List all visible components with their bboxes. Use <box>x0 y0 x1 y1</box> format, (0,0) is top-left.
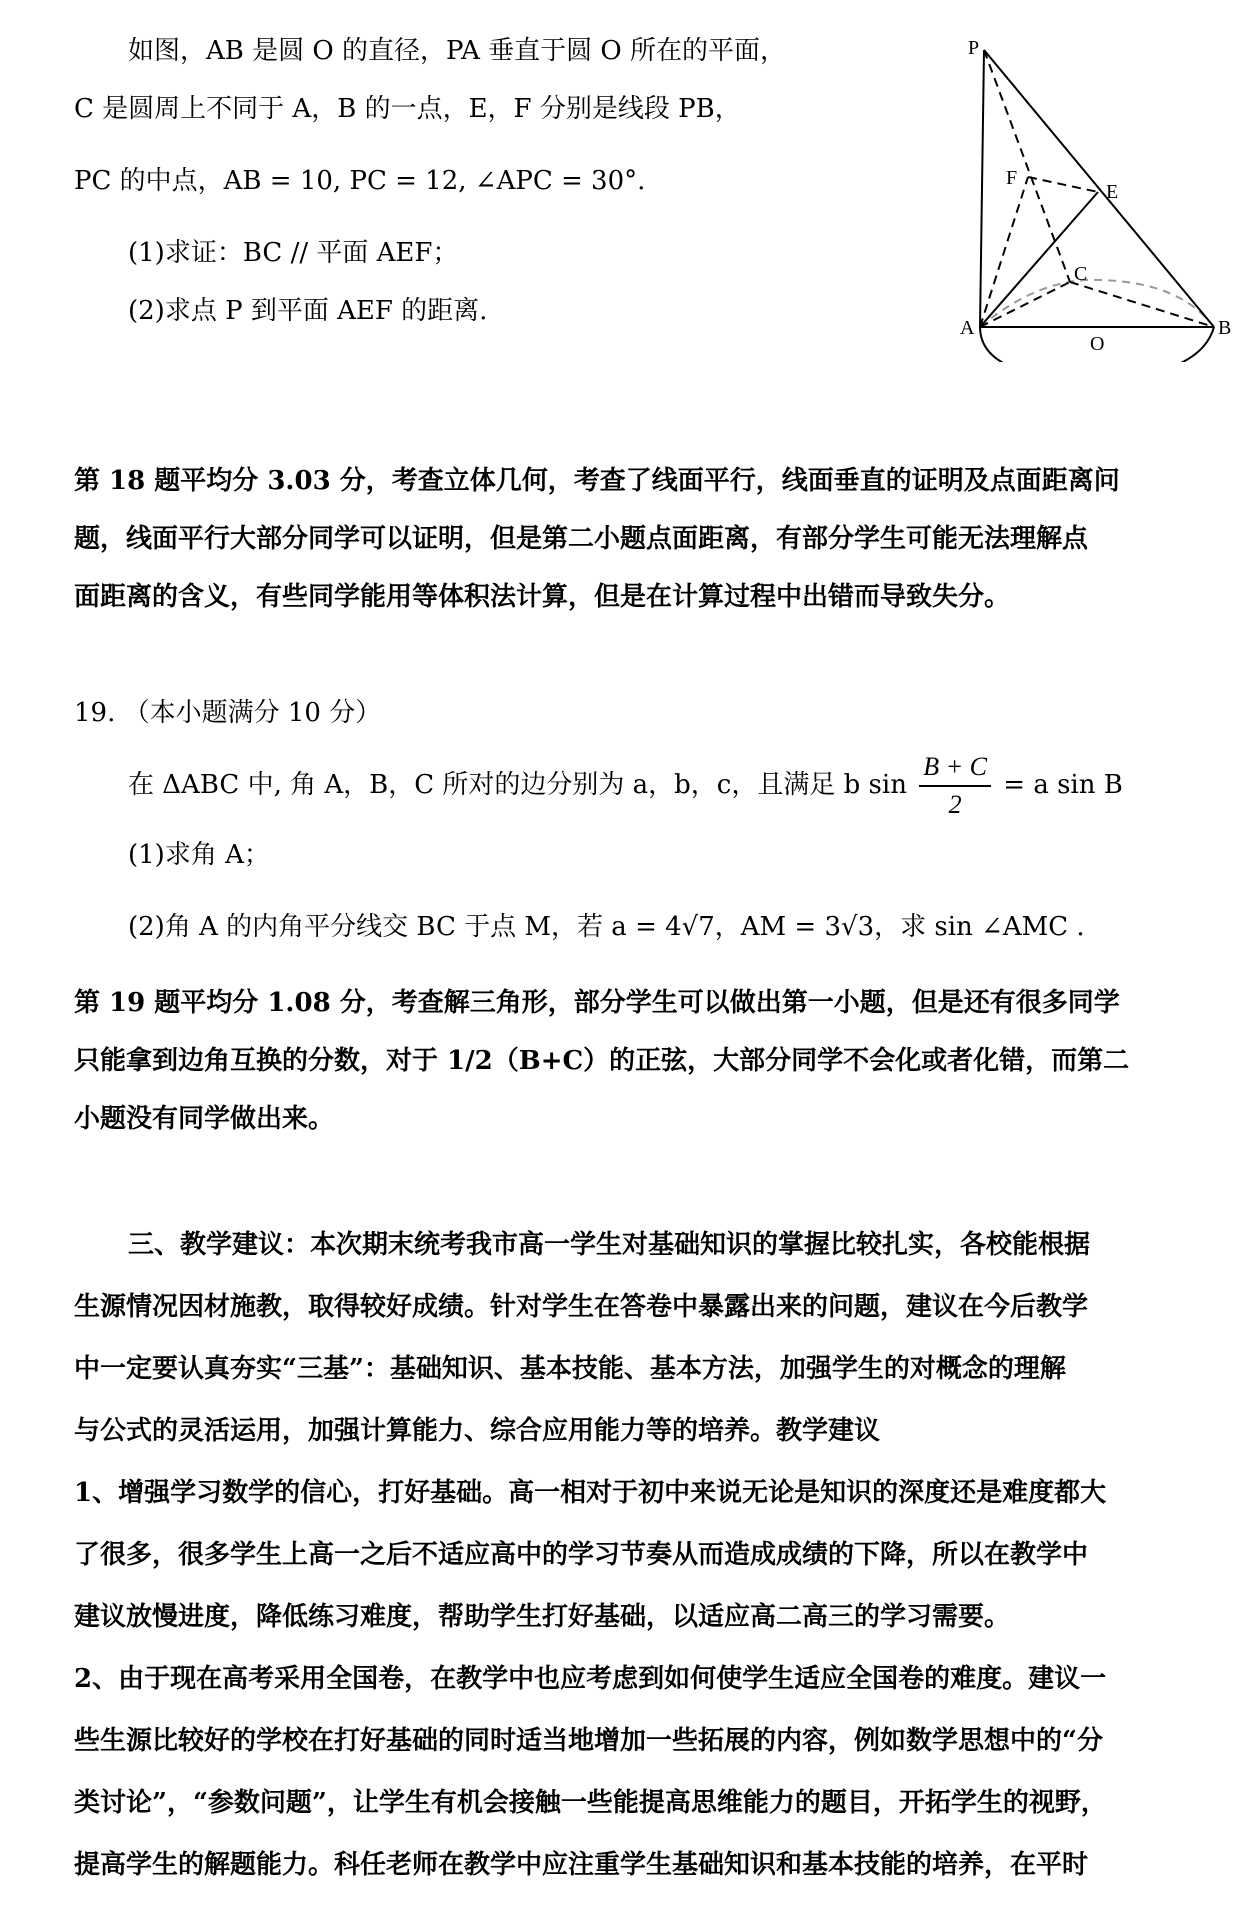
comment19-line-1: 第 19 题平均分 1.08 分，考查解三角形，部分学生可以做出第一小题，但是还有很多同学 <box>74 988 1120 1018</box>
q18-part-2: (2)求点 P 到平面 AEF 的距离. <box>128 296 488 326</box>
advice2-line-4: 提高学生的解题能力。科任老师在教学中应注重学生基础知识和基本技能的培养，在平时 <box>74 1850 1089 1880</box>
advice1-line-1: 1、增强学习数学的信心，打好基础。高一相对于初中来说无论是知识的深度还是难度都大 <box>74 1478 1107 1508</box>
advice2-line-2: 些生源比较好的学校在打好基础的同时适当地增加一些拓展的内容，例如数学思想中的“分 <box>74 1726 1103 1756</box>
segment-pa <box>980 50 984 327</box>
advice2-line-1: 2、由于现在高考采用全国卷，在教学中也应考虑到如何使学生适应全国卷的难度。建议一 <box>74 1664 1107 1694</box>
comment18-line-1: 第 18 题平均分 3.03 分，考查立体几何，考查了线面平行，线面垂直的证明及点面距离问 <box>74 466 1120 496</box>
segment-fe <box>1028 177 1098 192</box>
section3-line-3: 中一定要认真夯实“三基”：基础知识、基本技能、基本方法，加强学生的对概念的理解 <box>74 1354 1066 1384</box>
segment-ae <box>980 192 1098 327</box>
q19-part-2: (2)角 A 的内角平分线交 BC 于点 M，若 a = 4√7，AM = 3√3，求 sin ∠AMC . <box>128 912 1085 942</box>
q18-part-1: (1)求证：BC // 平面 AEF； <box>128 238 459 268</box>
geometry-figure <box>950 32 1240 362</box>
label-p: P <box>968 37 980 59</box>
label-f: F <box>1006 167 1018 189</box>
q18-line-1: 如图，AB 是圆 O 的直径，PA 垂直于圆 O 所在的平面， <box>128 36 786 66</box>
section3-line-2: 生源情况因材施教，取得较好成绩。针对学生在答卷中暴露出来的问题，建议在今后教学 <box>74 1292 1089 1322</box>
segment-pc <box>984 50 1070 282</box>
comment18-line-2: 题，线面平行大部分同学可以证明，但是第二小题点面距离，有部分学生可能无法理解点 <box>74 524 1089 554</box>
label-c: C <box>1074 263 1088 285</box>
segment-ac <box>980 282 1070 327</box>
comment19-line-3: 小题没有同学做出来。 <box>74 1104 335 1134</box>
comment19-line-2: 只能拿到边角互换的分数，对于 1/2（B+C）的正弦，大部分同学不会化或者化错，而第二 <box>74 1046 1130 1076</box>
q19-fraction <box>919 749 991 823</box>
q19-stem <box>128 748 1123 823</box>
label-o: O <box>1090 333 1105 355</box>
advice1-line-2: 了很多，很多学生上高一之后不适应高中的学习节奏从而造成成绩的下降，所以在教学中 <box>74 1540 1089 1570</box>
q19-stem-suffix: = a sin B <box>1003 770 1123 800</box>
q19-fraction-numerator: B + C <box>919 749 991 787</box>
q18-line-3: PC 的中点，AB = 10, PC = 12, ∠APC = 30°. <box>74 166 646 196</box>
label-b: B <box>1218 317 1232 339</box>
segment-af <box>980 177 1028 327</box>
q19-part-1: (1)求角 A； <box>128 840 270 870</box>
q18-line-2: C 是圆周上不同于 A，B 的一点，E，F 分别是线段 PB， <box>74 94 741 124</box>
q19-header: 19. （本小题满分 10 分） <box>74 698 382 728</box>
q19-stem-prefix: 在 ΔABC 中, 角 A，B，C 所对的边分别为 a，b，c，且满足 b sin <box>128 770 907 800</box>
segment-pb <box>984 50 1214 327</box>
segment-cb <box>1070 282 1214 327</box>
section3-line-4: 与公式的灵活运用，加强计算能力、综合应用能力等的培养。教学建议 <box>74 1416 881 1446</box>
comment18-line-3: 面距离的含义，有些同学能用等体积法计算，但是在计算过程中出错而导致失分。 <box>74 582 1011 612</box>
label-e: E <box>1106 181 1119 203</box>
label-a: A <box>960 317 975 339</box>
advice1-line-3: 建议放慢进度，降低练习难度，帮助学生打好基础，以适应高二高三的学习需要。 <box>74 1602 1011 1632</box>
advice2-line-3: 类讨论”，“参数问题”，让学生有机会接触一些能提高思维能力的题目，开拓学生的视野， <box>74 1788 1107 1818</box>
q19-fraction-denominator: 2 <box>948 790 962 819</box>
section3-line-1: 三、教学建议：本次期末统考我市高一学生对基础知识的掌握比较扎实，各校能根据 <box>128 1230 1091 1260</box>
